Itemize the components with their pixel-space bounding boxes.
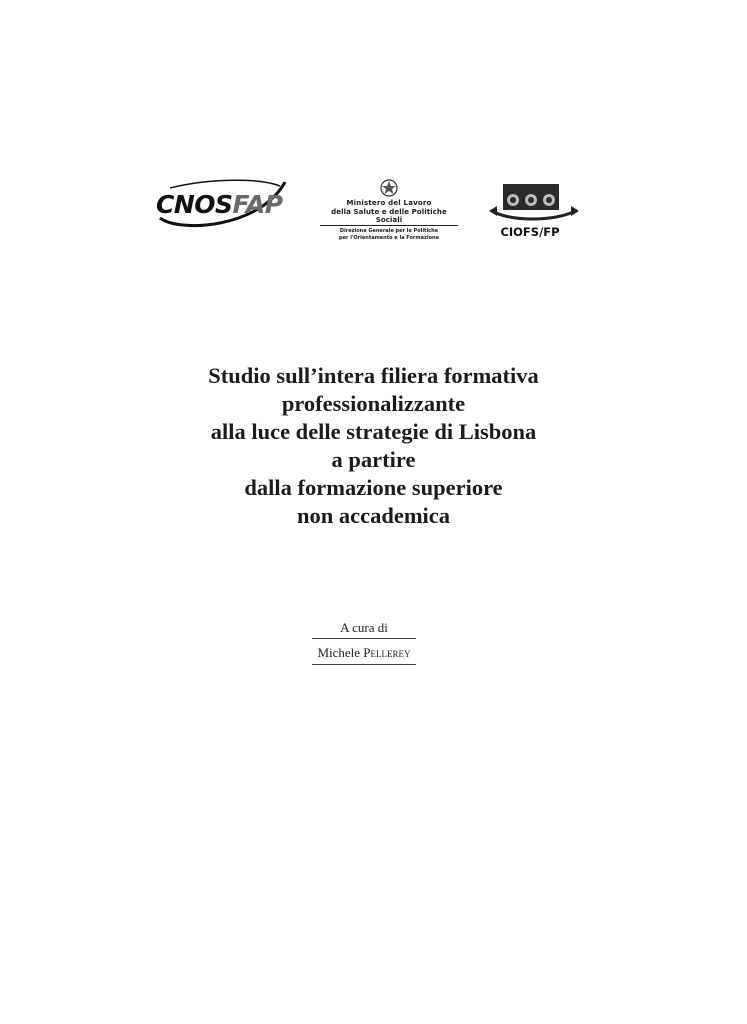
logo-bar — [0, 0, 747, 260]
ciofs-emblem-icon — [487, 180, 583, 226]
title-line: alla luce delle strategie di Lisbona — [210, 419, 537, 444]
emblem-icon — [379, 178, 399, 198]
title-line: professionalizzante — [281, 391, 466, 416]
ciofs-name: CIOFS/FP — [500, 225, 560, 239]
ministero-logo — [318, 178, 460, 258]
title-line: dalla formazione superiore — [244, 475, 503, 500]
cnosfap-logo — [150, 178, 290, 234]
cnos-text: CNOS — [156, 190, 233, 219]
cnosfap-wordmark — [156, 190, 283, 219]
fap-text: FAP — [232, 190, 283, 219]
ministero-line1: Ministero del Lavoro — [346, 199, 432, 207]
ministero-line2: della Salute e delle Politiche Sociali — [320, 208, 458, 226]
editor-last-name: Pellerey — [363, 645, 411, 660]
ciofs-logo — [487, 180, 583, 246]
editor-name — [312, 639, 416, 665]
title-line: a partire — [331, 447, 416, 472]
document-title — [0, 362, 747, 530]
ministero-line3: Direzione Generale per le Politiche — [339, 228, 439, 234]
editor-block — [312, 618, 416, 665]
ministero-line4: per l'Orientamento e la Formazione — [339, 235, 439, 241]
editor-label: A cura di — [312, 618, 416, 639]
title-line: Studio sull’intera filiera formativa — [208, 363, 539, 388]
title-line: non accademica — [296, 503, 451, 528]
editor-first-name: Michele — [317, 645, 361, 660]
